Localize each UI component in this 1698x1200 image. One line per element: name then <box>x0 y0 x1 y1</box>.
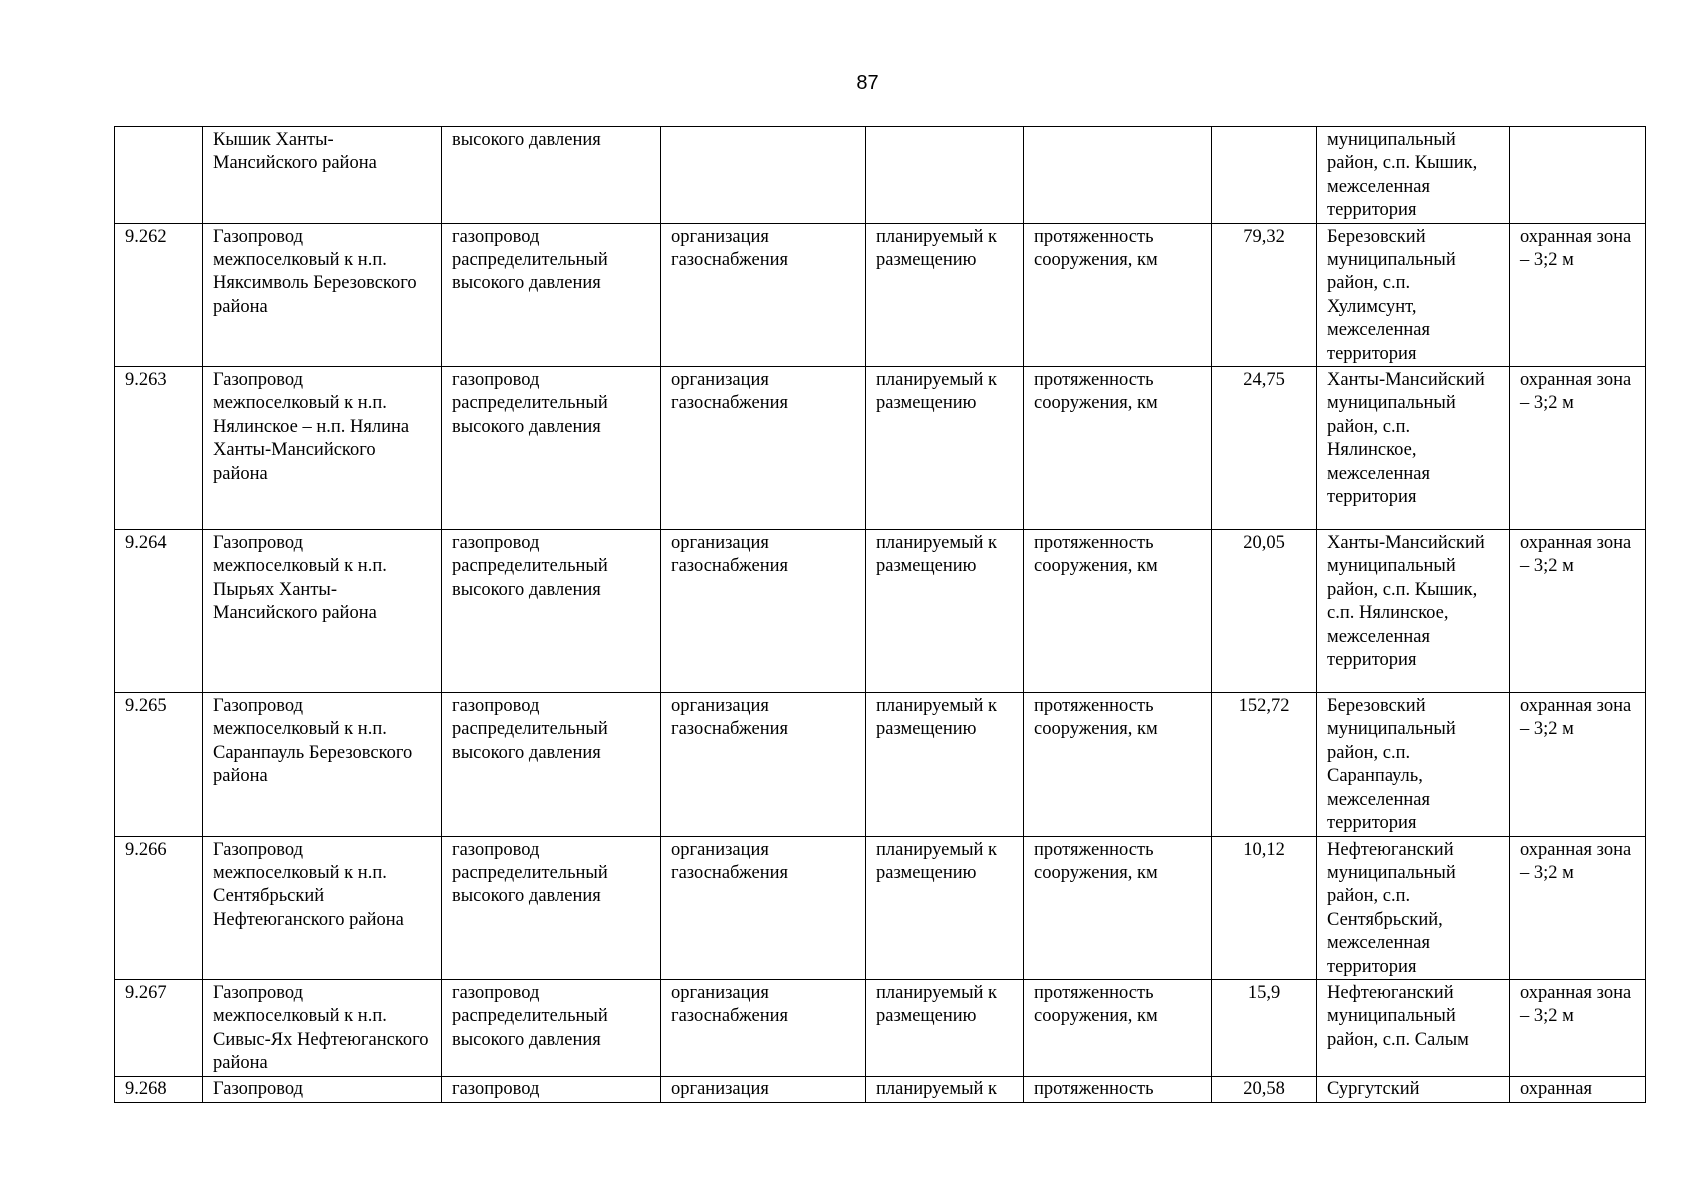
cell-organization: организация газоснабжения <box>661 693 866 836</box>
cell-zone <box>1510 127 1646 224</box>
cell-object-type: газопровод распределительный высокого давления <box>442 223 661 366</box>
cell-number: 9.265 <box>115 693 203 836</box>
cell-characteristic: протяженность сооружения, км <box>1024 530 1212 693</box>
cell-number <box>115 127 203 224</box>
cell-object-type: газопровод <box>442 1076 661 1102</box>
cell-characteristic: протяженность сооружения, км <box>1024 836 1212 979</box>
cell-status <box>866 127 1024 224</box>
cell-value <box>1212 127 1317 224</box>
cell-object-name: Газопровод межпоселковый к н.п. Саранпауль Березовского района <box>203 693 442 836</box>
table-row <box>115 693 1646 836</box>
cell-number: 9.268 <box>115 1076 203 1102</box>
cell-zone: охранная зона – 3;2 м <box>1510 223 1646 366</box>
cell-value: 24,75 <box>1212 367 1317 530</box>
cell-organization: организация газоснабжения <box>661 367 866 530</box>
cell-object-type: газопровод распределительный высокого давления <box>442 693 661 836</box>
cell-value: 20,05 <box>1212 530 1317 693</box>
cell-characteristic: протяженность сооружения, км <box>1024 693 1212 836</box>
cell-status: планируемый к размещению <box>866 367 1024 530</box>
cell-number: 9.266 <box>115 836 203 979</box>
cell-status: планируемый к размещению <box>866 223 1024 366</box>
cell-object-name: Газопровод межпоселковый к н.п. Няксимволь Березовского района <box>203 223 442 366</box>
objects-table <box>114 126 1646 1103</box>
cell-organization: организация газоснабжения <box>661 836 866 979</box>
cell-characteristic: протяженность сооружения, км <box>1024 979 1212 1076</box>
cell-characteristic: протяженность сооружения, км <box>1024 367 1212 530</box>
cell-object-type: газопровод распределительный высокого давления <box>442 367 661 530</box>
cell-status: планируемый к размещению <box>866 836 1024 979</box>
cell-object-type: высокого давления <box>442 127 661 224</box>
page-number: 87 <box>856 72 879 94</box>
table-row <box>115 979 1646 1076</box>
cell-zone: охранная зона – 3;2 м <box>1510 693 1646 836</box>
cell-zone: охранная зона – 3;2 м <box>1510 979 1646 1076</box>
cell-organization: организация газоснабжения <box>661 223 866 366</box>
cell-status: планируемый к размещению <box>866 530 1024 693</box>
cell-number: 9.267 <box>115 979 203 1076</box>
cell-object-name: Кышик Ханты-Мансийского района <box>203 127 442 224</box>
cell-organization <box>661 127 866 224</box>
cell-object-name: Газопровод межпоселковый к н.п. Сентябрьский Нефтеюганского района <box>203 836 442 979</box>
cell-location: Ханты-Мансийский муниципальный район, с.п. Кышик, с.п. Нялинское, межселенная территория <box>1317 530 1510 693</box>
cell-status: планируемый к <box>866 1076 1024 1102</box>
cell-number: 9.262 <box>115 223 203 366</box>
cell-zone: охранная <box>1510 1076 1646 1102</box>
cell-characteristic: протяженность <box>1024 1076 1212 1102</box>
cell-characteristic <box>1024 127 1212 224</box>
cell-number: 9.263 <box>115 367 203 530</box>
cell-object-type: газопровод распределительный высокого давления <box>442 836 661 979</box>
table-row <box>115 223 1646 366</box>
cell-object-name: Газопровод межпоселковый к н.п. Сивыс-Ях Нефтеюганского района <box>203 979 442 1076</box>
cell-zone: охранная зона – 3;2 м <box>1510 530 1646 693</box>
cell-organization: организация <box>661 1076 866 1102</box>
cell-object-type: газопровод распределительный высокого давления <box>442 979 661 1076</box>
cell-object-type: газопровод распределительный высокого давления <box>442 530 661 693</box>
table-row <box>115 836 1646 979</box>
cell-number: 9.264 <box>115 530 203 693</box>
cell-value: 10,12 <box>1212 836 1317 979</box>
cell-location: Нефтеюганский муниципальный район, с.п. Салым <box>1317 979 1510 1076</box>
cell-status: планируемый к размещению <box>866 693 1024 836</box>
table-row <box>115 367 1646 530</box>
cell-zone: охранная зона – 3;2 м <box>1510 367 1646 530</box>
table-row <box>115 530 1646 693</box>
cell-location: Сургутский <box>1317 1076 1510 1102</box>
table-row <box>115 1076 1646 1102</box>
cell-characteristic: протяженность сооружения, км <box>1024 223 1212 366</box>
cell-organization: организация газоснабжения <box>661 979 866 1076</box>
cell-object-name: Газопровод межпоселковый к н.п. Пырьях Ханты-Мансийского района <box>203 530 442 693</box>
cell-zone: охранная зона – 3;2 м <box>1510 836 1646 979</box>
cell-location: Нефтеюганский муниципальный район, с.п. Сентябрьский, межселенная территория <box>1317 836 1510 979</box>
cell-location: Березовский муниципальный район, с.п. Саранпауль, межселенная территория <box>1317 693 1510 836</box>
cell-location: Ханты-Мансийский муниципальный район, с.п. Нялинское, межселенная территория <box>1317 367 1510 530</box>
cell-value: 79,32 <box>1212 223 1317 366</box>
cell-object-name: Газопровод <box>203 1076 442 1102</box>
cell-location: Березовский муниципальный район, с.п. Хулимсунт, межселенная территория <box>1317 223 1510 366</box>
cell-value: 20,58 <box>1212 1076 1317 1102</box>
cell-value: 152,72 <box>1212 693 1317 836</box>
cell-organization: организация газоснабжения <box>661 530 866 693</box>
cell-object-name: Газопровод межпоселковый к н.п. Нялинское – н.п. Нялина Ханты-Мансийского района <box>203 367 442 530</box>
cell-value: 15,9 <box>1212 979 1317 1076</box>
table-row <box>115 127 1646 224</box>
cell-location: муниципальный район, с.п. Кышик, межселенная территория <box>1317 127 1510 224</box>
cell-status: планируемый к размещению <box>866 979 1024 1076</box>
